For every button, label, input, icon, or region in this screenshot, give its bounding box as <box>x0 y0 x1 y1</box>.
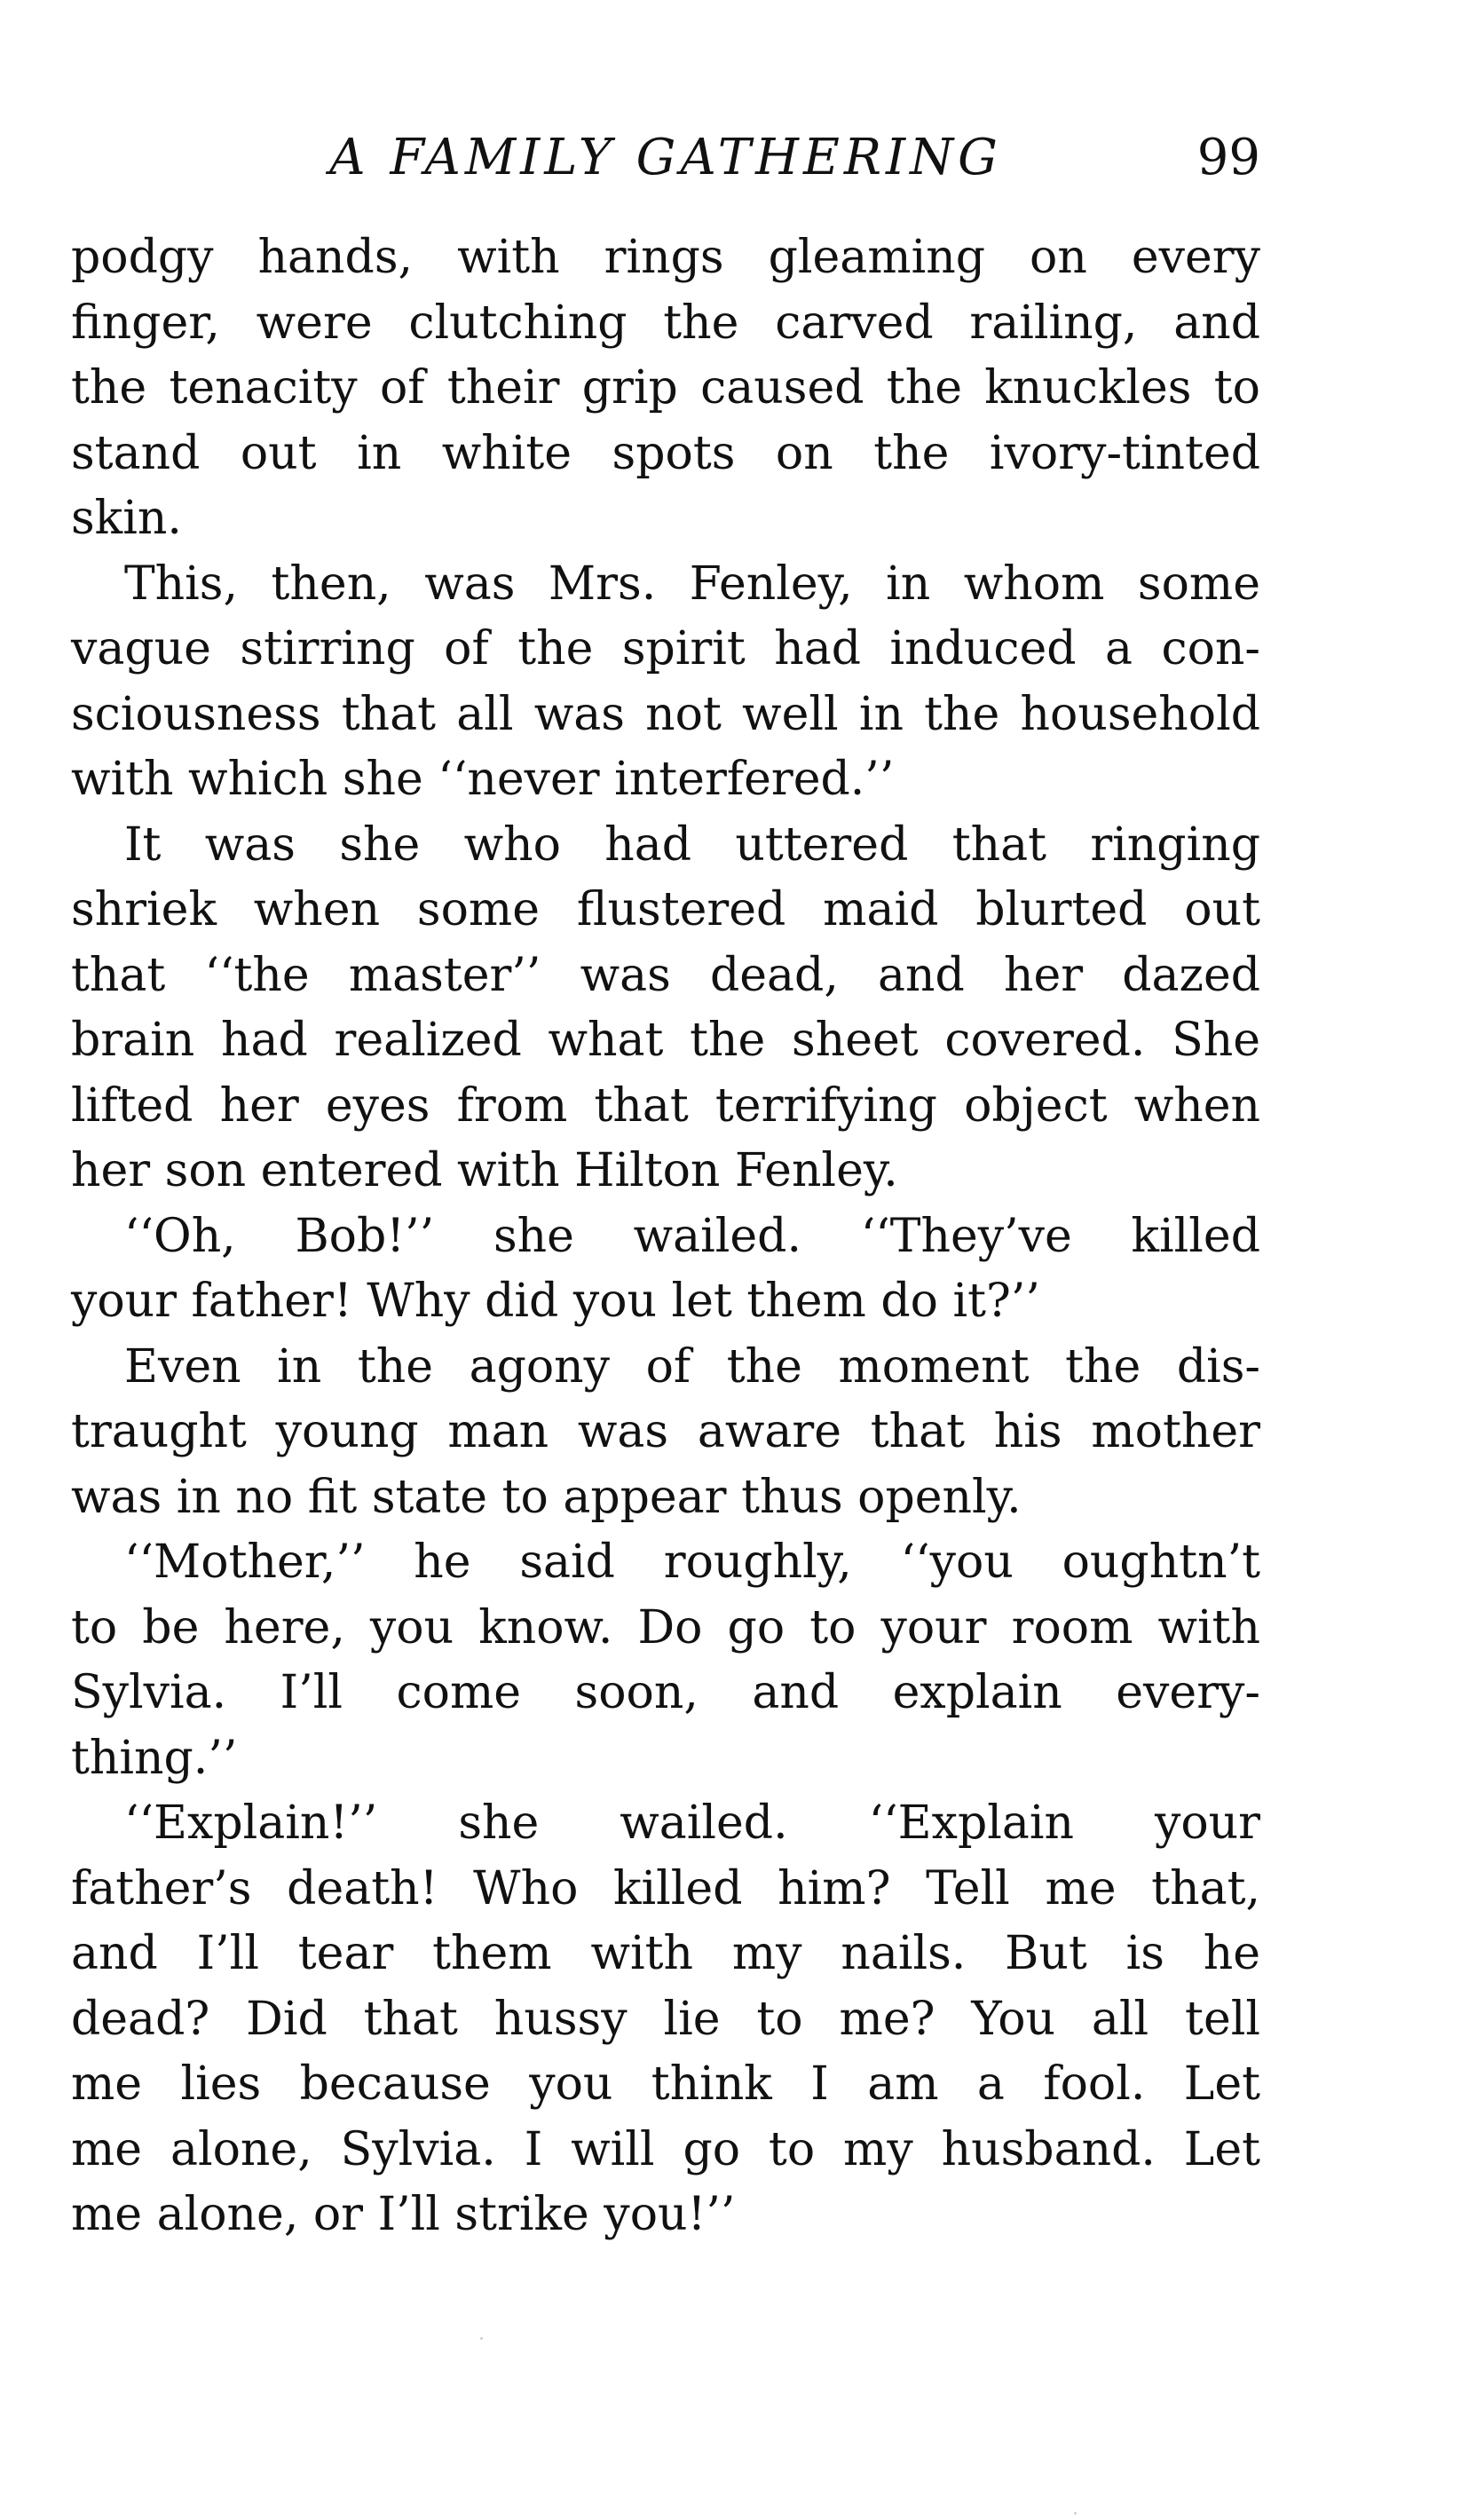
text-line: me alone, or I’ll strike you!’’ <box>71 2188 736 2241</box>
text-line: shriek when some flustered maid blurted out <box>71 883 1260 936</box>
text-line: me alone, Sylvia. I will go to my husband. Let <box>71 2122 1260 2176</box>
text-line: stand out in white spots on the ivory-tinted <box>71 426 1260 480</box>
text-line: the tenacity of their grip caused the knuckles to <box>71 361 1260 415</box>
text-line: thing.’’ <box>71 1731 238 1785</box>
body-text <box>71 225 1260 2248</box>
paper-speck <box>1074 2512 1077 2515</box>
text-line: your father! Why did you let them do it?’’ <box>71 1275 1040 1328</box>
text-line: and I’ll tear them with my nails. But is he <box>71 1927 1260 1980</box>
text-line: to be here, you know. Do go to your room with <box>71 1600 1260 1654</box>
text-line: skin. <box>71 492 182 545</box>
running-title: A FAMILY GATHERING <box>329 129 1002 186</box>
text-line: Sylvia. I’ll come soon, and explain every- <box>71 1666 1260 1719</box>
text-line: father’s death! Who killed him? Tell me that, <box>71 1861 1260 1915</box>
text-line: traught young man was aware that his mother <box>71 1405 1260 1458</box>
text-line: with which she ‘‘never interfered.’’ <box>71 753 895 806</box>
text-line: was in no fit state to appear thus openly. <box>71 1470 1022 1524</box>
text-line: podgy hands, with rings gleaming on every <box>71 231 1260 284</box>
text-line: me lies because you think I am a fool. Let <box>71 2057 1260 2111</box>
page-header <box>71 122 1260 193</box>
text-line: Even in the agony of the moment the dis- <box>124 1339 1260 1394</box>
page-number: 99 <box>1196 129 1260 186</box>
text-line: lifted her eyes from that terrifying object when <box>71 1078 1260 1133</box>
text-line: brain had realized what the sheet covered. She <box>71 1014 1260 1067</box>
text-line: dead? Did that hussy lie to me? You all tell <box>71 1992 1260 2046</box>
text-line: ‘‘Explain!’’ she wailed. ‘‘Explain your <box>124 1796 1260 1850</box>
text-line: her son entered with Hilton Fenley. <box>71 1144 898 1197</box>
text-line: This, then, was Mrs. Fenley, in whom some <box>124 557 1260 611</box>
text-line: that ‘‘the master’’ was dead, and her dazed <box>71 948 1260 1002</box>
text-line: vague stirring of the spirit had induced a con- <box>71 622 1260 675</box>
text-line: finger, were clutching the carved railing, and <box>71 296 1260 350</box>
text-line: It was she who had uttered that ringing <box>124 817 1260 872</box>
paper-speck <box>480 2337 483 2340</box>
text-line: ‘‘Oh, Bob!’’ she wailed. ‘‘They’ve killed <box>124 1209 1260 1263</box>
text-line: ‘‘Mother,’’ he said roughly, ‘‘you oughtn’t <box>124 1536 1260 1589</box>
text-line: sciousness that all was not well in the household <box>71 687 1260 741</box>
